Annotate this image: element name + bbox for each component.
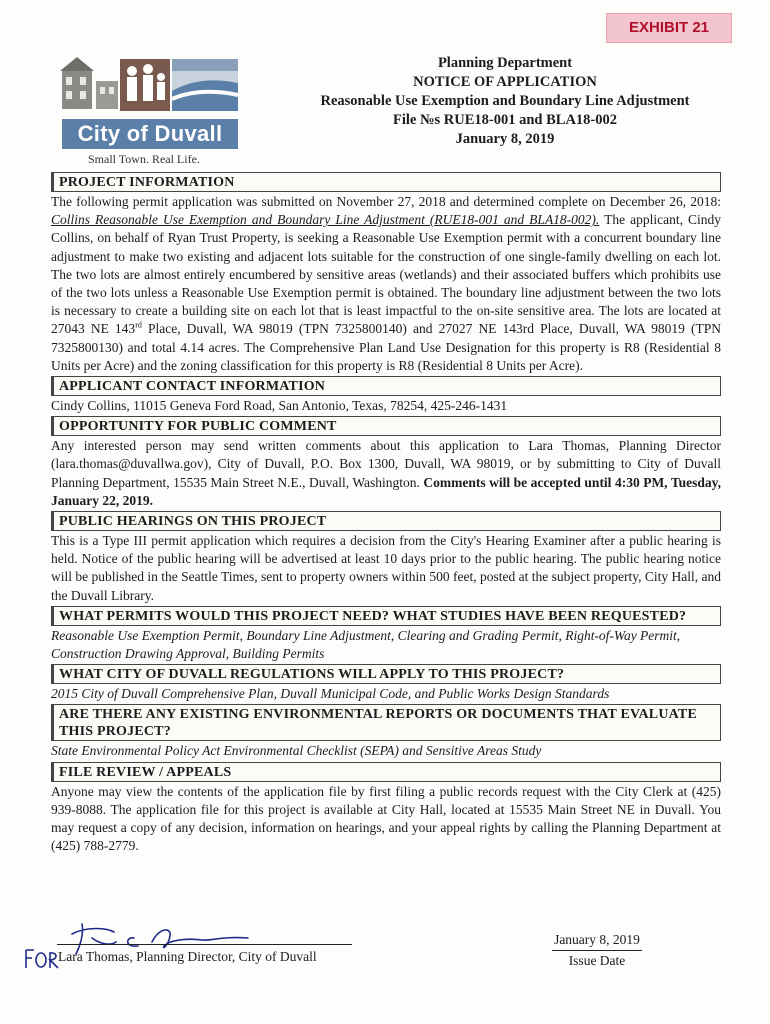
public-comment-text: Any interested person may send written comments about this application to Lara Thomas, Planning Director (lara.thomas@duvallwa.gov), City of Duvall, P.O. Box 1300, Duvall, WA 98019, or by submitting to City of Duvall Planning Department, 15535 Main Street N.E., Duvall, Washington. Comments will be accepted until 4:30 PM, Tuesday, January 22, 2019. [51, 438, 721, 508]
comment-deadline: Comments will be accepted until 4:30 PM, Tuesday, January 22, 2019. [51, 474, 721, 508]
notice-body [51, 172, 721, 856]
section-heading-file-review: FILE REVIEW / APPEALS [51, 762, 721, 782]
logo-city-name: City of Duvall [62, 119, 238, 149]
notice-date: January 8, 2019 [455, 131, 555, 147]
signature-line [57, 944, 352, 945]
issue-date-label: Issue Date [568, 953, 626, 968]
section-heading-public-comment: OPPORTUNITY FOR PUBLIC COMMENT [51, 416, 721, 436]
signature-block [22, 916, 722, 1006]
file-review-text: Anyone may view the contents of the application file by first filing a public records request with the City Clerk at (425) 939-8088. The application file for this project is available at City Hall, located at 15535 Main Street NE in Duvall. You may request a copy of any decision, information on hearings, and your appeal rights by calling the Planning Department at (425) 788-2779. [51, 783, 721, 854]
signer-name: Lara Thomas, Planning Director, City of Duvall [58, 949, 317, 964]
section-heading-public-hearings: PUBLIC HEARINGS ON THIS PROJECT [51, 511, 721, 531]
project-title-link: Collins Reasonable Use Exemption and Boundary Line Adjustment (RUE18-001 and BLA18-002). [51, 212, 600, 228]
project-information-text: The following permit application was submitted on November 27, 2018 and determined complete on December 26, 2018: Collins Reasonable Use Exemption and Boundary Line Adjustment (RUE18-001 and BLA18-002). The applicant, Cindy Collins, on behalf of Ryan Trust Property, is seeking a Reasonable Use Exemption permit with a concurrent boundary line adjustment to make two existing and adjacent lots suitable for the construction of one single-family dwelling on each lot. The two lots are almost entirely encumbered by sensitive areas (wetlands) and their associated buffers which prohibits use of the two lots unless a Reasonable Use Exemption permit is obtained. The boundary line adjustment between the two lots is necessary to create a building site on each lot that is least impactful to the on-site sensitive area. The lots are located at 27043 NE 143rd Place, Duvall, WA 98019 (TPN 7325800140) and 27027 NE 143rd Place, Duvall, WA 98019 (TPN 7325800130) and total 4.14 acres. The Comprehensive Plan Land Use Designation for this property is R8 (Residential 8 Units per Acre) and the zoning classification for this property is R8 (Residential 8 Units per Acre). [51, 194, 721, 373]
section-heading-project-information: PROJECT INFORMATION [51, 172, 721, 192]
notice-subject: Reasonable Use Exemption and Boundary Line Adjustment [320, 93, 690, 109]
issue-date-block [522, 930, 672, 971]
logo-artwork-icon [60, 55, 242, 117]
notice-title: NOTICE OF APPLICATION [413, 74, 597, 90]
exhibit-stamp: EXHIBIT 21 [606, 13, 732, 43]
applicant-contact-text: Cindy Collins, 11015 Geneva Ford Road, San Antonio, Texas, 78254, 425-246-1431 [51, 398, 508, 414]
section-heading-applicant-contact: APPLICANT CONTACT INFORMATION [51, 376, 721, 396]
department-name: Planning Department [437, 55, 573, 71]
issue-date: January 8, 2019 [552, 930, 642, 951]
section-heading-regulations: WHAT CITY OF DUVALL REGULATIONS WILL APPLY TO THIS PROJECT? [51, 664, 721, 684]
regulations-text: 2015 City of Duvall Comprehensive Plan, Duvall Municipal Code, and Public Works Design Standards [51, 686, 610, 702]
section-heading-permits: WHAT PERMITS WOULD THIS PROJECT NEED? WHAT STUDIES HAVE BEEN REQUESTED? [51, 606, 721, 626]
for-handwritten-mark [22, 944, 62, 972]
notice-header [290, 54, 720, 149]
file-numbers: File №s RUE18-001 and BLA18-002 [392, 112, 618, 128]
environmental-reports-text: State Environmental Policy Act Environmental Checklist (SEPA) and Sensitive Areas Study [51, 743, 542, 759]
city-logo [60, 55, 242, 167]
section-heading-environmental-reports: ARE THERE ANY EXISTING ENVIRONMENTAL REPORTS OR DOCUMENTS THAT EVALUATE THIS PROJECT? [51, 704, 721, 741]
public-hearings-text: This is a Type III permit application which requires a decision from the City's Hearing Examiner after a public hearing is held. Notice of the public hearing will be advertised at least 10 days prior to the public hearing. The public hearing notice will be published in the Seattle Times, sent to property owners within 500 feet, posted at the subject property, City Hall, and the Duvall Library. [51, 533, 721, 603]
permits-text: Reasonable Use Exemption Permit, Boundary Line Adjustment, Clearing and Grading Permit, Right-of-Way Permit, Construction Drawing Approval, Building Permits [51, 627, 681, 662]
logo-tagline: Small Town. Real Life. [88, 152, 200, 166]
